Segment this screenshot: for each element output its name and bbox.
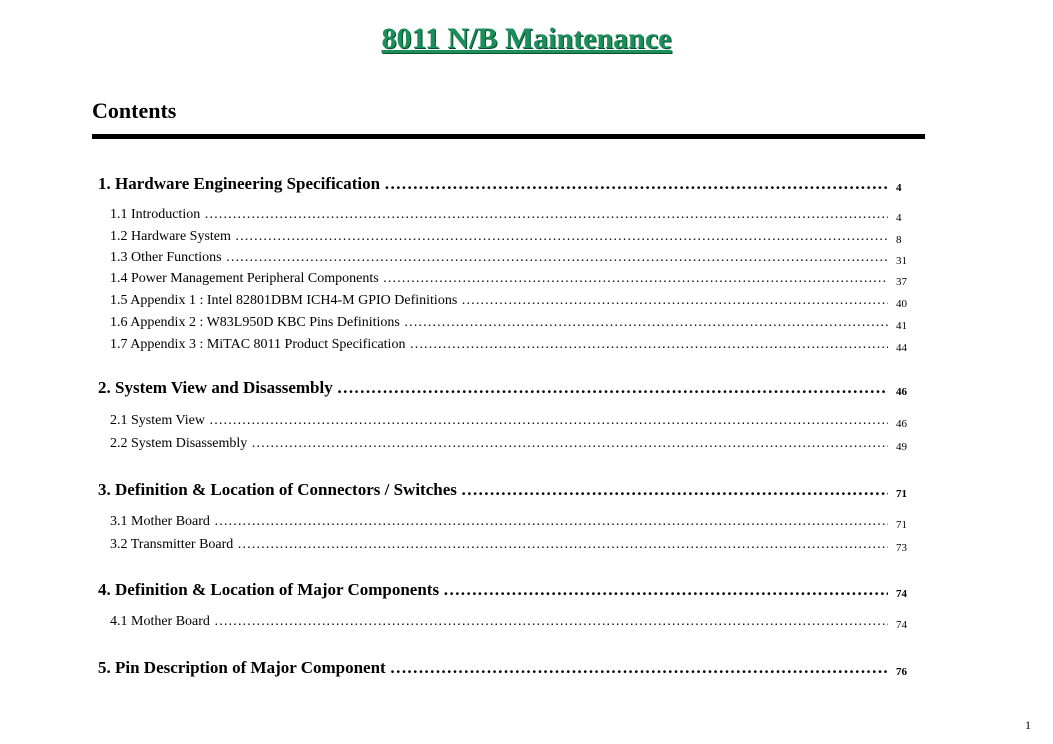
- toc-section[interactable]: [98, 580, 888, 600]
- toc-entry-label: 2. System View and Disassembly: [98, 378, 333, 397]
- toc-entry-label: 1.1 Introduction: [110, 207, 201, 222]
- toc-entry-label: 1.4 Power Management Peripheral Components: [110, 271, 379, 286]
- toc-entry-page: 4: [896, 212, 902, 224]
- toc-section[interactable]: [98, 480, 888, 500]
- heading-rule: [92, 134, 925, 139]
- toc-entry-label: 1.7 Appendix 3 : MiTAC 8011 Product Specification: [110, 337, 406, 352]
- dot-leader: [209, 413, 888, 429]
- toc-entry-page: 49: [896, 441, 907, 453]
- dot-leader: [204, 207, 888, 223]
- toc-entry-page: 76: [896, 666, 907, 678]
- toc-section[interactable]: [98, 378, 888, 398]
- toc-subsection[interactable]: [110, 514, 888, 530]
- dot-leader: [390, 658, 888, 678]
- dot-leader: [214, 614, 888, 630]
- toc-entry-label: 1.2 Hardware System: [110, 229, 231, 244]
- toc-entry-page: 8: [896, 234, 902, 246]
- dot-leader: [461, 480, 888, 500]
- toc-subsection[interactable]: [110, 271, 888, 287]
- toc-subsection[interactable]: [110, 413, 888, 429]
- toc-section[interactable]: [98, 174, 888, 194]
- toc-subsection[interactable]: [110, 337, 888, 353]
- toc-entry-page: 41: [896, 320, 907, 332]
- toc-subsection[interactable]: [110, 229, 888, 245]
- toc-entry-label: 1.6 Appendix 2 : W83L950D KBC Pins Definitions: [110, 315, 400, 330]
- toc-subsection[interactable]: [110, 207, 888, 223]
- toc-subsection[interactable]: [110, 315, 888, 331]
- dot-leader: [384, 174, 888, 194]
- toc-entry-label: 3.1 Mother Board: [110, 514, 210, 529]
- toc-entry-label: 3.2 Transmitter Board: [110, 537, 234, 552]
- contents-heading: Contents: [92, 98, 177, 123]
- toc-entry-page: 71: [896, 519, 907, 531]
- toc-subsection[interactable]: [110, 436, 888, 452]
- dot-leader: [337, 378, 888, 398]
- document-title: 8011 N/B Maintenance: [381, 22, 672, 55]
- toc-entry-page: 4: [896, 182, 902, 194]
- toc-entry-label: 4. Definition & Location of Major Components: [98, 580, 440, 599]
- toc-entry-page: 74: [896, 588, 907, 600]
- dot-leader: [443, 580, 888, 600]
- dot-leader: [404, 315, 888, 331]
- toc-subsection[interactable]: [110, 250, 888, 266]
- dot-leader: [226, 250, 888, 266]
- toc-subsection[interactable]: [110, 537, 888, 553]
- toc-entry-label: 1.5 Appendix 1 : Intel 82801DBM ICH4-M GPIO Definitions: [110, 293, 458, 308]
- toc-entry-page: 46: [896, 418, 907, 430]
- toc-entry-label: 3. Definition & Location of Connectors / Switches: [98, 480, 457, 499]
- dot-leader: [461, 293, 888, 309]
- toc-entry-label: 2.1 System View: [110, 413, 205, 428]
- toc-entry-label: 2.2 System Disassembly: [110, 436, 248, 451]
- toc-entry-page: 37: [896, 276, 907, 288]
- dot-leader: [237, 537, 888, 553]
- dot-leader: [251, 436, 888, 452]
- toc-entry-label: 1. Hardware Engineering Specification: [98, 174, 381, 193]
- toc-entry-page: 46: [896, 386, 907, 398]
- dot-leader: [383, 271, 888, 287]
- toc-entry-page: 40: [896, 298, 907, 310]
- toc-subsection[interactable]: [110, 293, 888, 309]
- page-number: 1: [1025, 718, 1031, 732]
- toc-entry-page: 71: [896, 488, 907, 500]
- toc-entry-page: 31: [896, 255, 907, 267]
- dot-leader: [235, 229, 888, 245]
- toc-entry-page: 44: [896, 342, 907, 354]
- toc-subsection[interactable]: [110, 614, 888, 630]
- toc-section[interactable]: [98, 658, 888, 678]
- dot-leader: [409, 337, 888, 353]
- dot-leader: [214, 514, 888, 530]
- toc-entry-page: 74: [896, 619, 907, 631]
- toc-entry-page: 73: [896, 542, 907, 554]
- toc-entry-label: 1.3 Other Functions: [110, 250, 222, 265]
- toc-entry-label: 4.1 Mother Board: [110, 614, 210, 629]
- toc-entry-label: 5. Pin Description of Major Component: [98, 658, 386, 677]
